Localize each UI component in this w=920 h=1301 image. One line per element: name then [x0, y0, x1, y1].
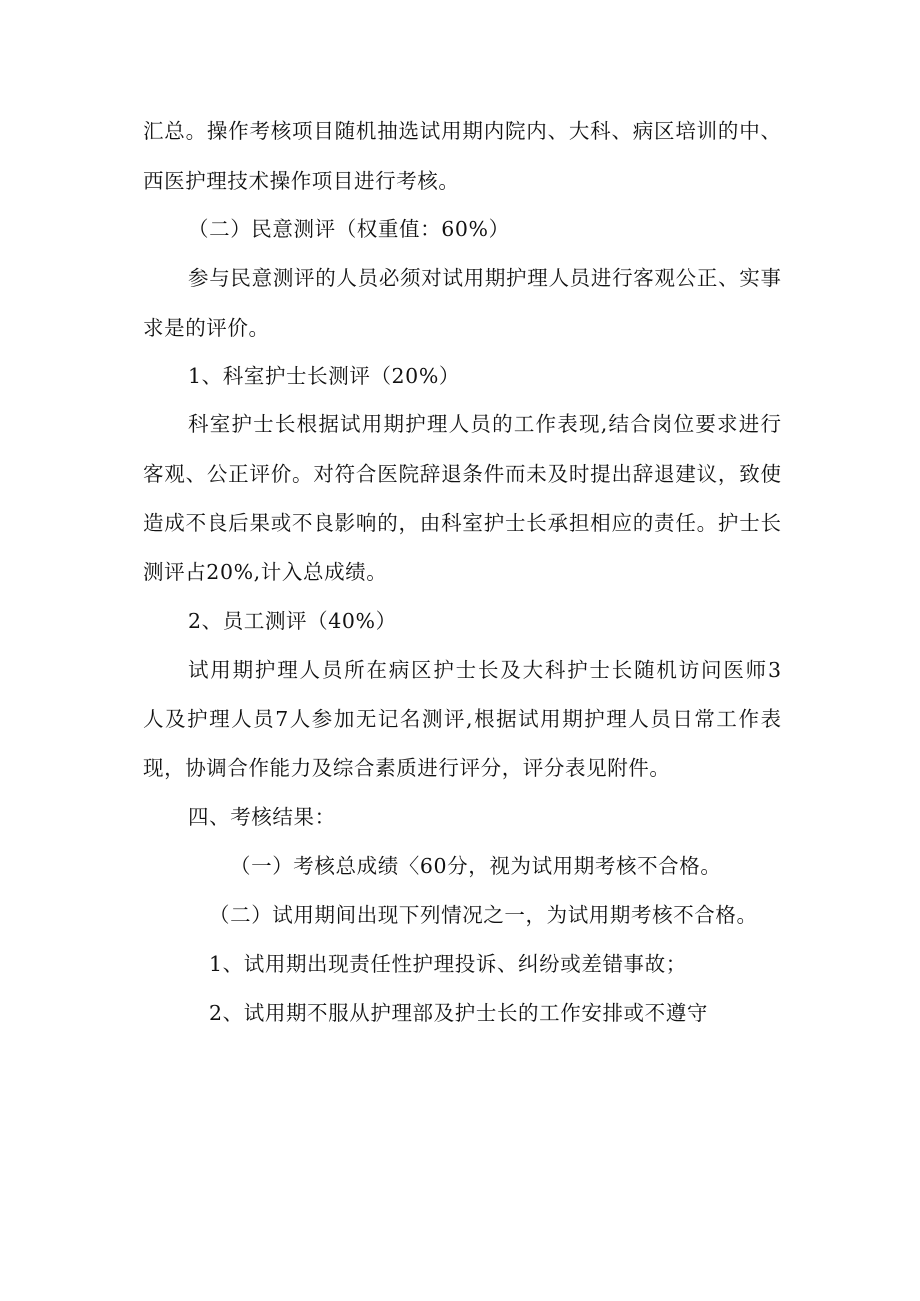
section-heading: 四、考核结果： [188, 805, 336, 829]
paragraph-line: 科室护士长根据试用期护理人员的工作表现,结合岗位要求进行 [188, 412, 781, 436]
paragraph-line: 现，协调合作能力及综合素质进行评分，评分表见附件。 [143, 756, 671, 780]
subsection-heading: 1、科室护士长测评（20%） [188, 364, 461, 388]
paragraph-line: 参与民意测评的人员必须对试用期护理人员进行客观公正、实事 [188, 266, 781, 290]
list-item: （一）考核总成绩〈60分，视为试用期考核不合格。 [230, 854, 722, 878]
paragraph-line: 西医护理技术操作项目进行考核。 [143, 169, 460, 193]
subsection-heading: 2、员工测评（40%） [188, 609, 397, 633]
section-heading: （二）民意测评（权重值：60%） [188, 217, 510, 241]
paragraph-line: 汇总。操作考核项目随机抽选试用期内院内、大科、病区培训的中、 [143, 119, 781, 143]
paragraph-line: 人及护理人员7人参加无记名测评,根据试用期护理人员日常工作表 [143, 707, 781, 731]
paragraph-line: 求是的评价。 [143, 316, 270, 340]
paragraph-line: 造成不良后果或不良影响的，由科室护士长承担相应的责任。护士长 [143, 511, 781, 535]
list-item: 2、试用期不服从护理部及护士长的工作安排或不遵守 [209, 1001, 708, 1025]
paragraph-line: 测评占20%,计入总成绩。 [143, 560, 388, 584]
paragraph-line: 试用期护理人员所在病区护士长及大科护士长随机访问医师3 [188, 658, 781, 682]
list-item: 1、试用期出现责任性护理投诉、纠纷或差错事故； [209, 952, 687, 976]
list-item: （二）试用期间出现下列情况之一，为试用期考核不合格。 [209, 903, 758, 927]
paragraph-line: 客观、公正评价。对符合医院辞退条件而未及时提出辞退建议，致使 [143, 462, 781, 486]
